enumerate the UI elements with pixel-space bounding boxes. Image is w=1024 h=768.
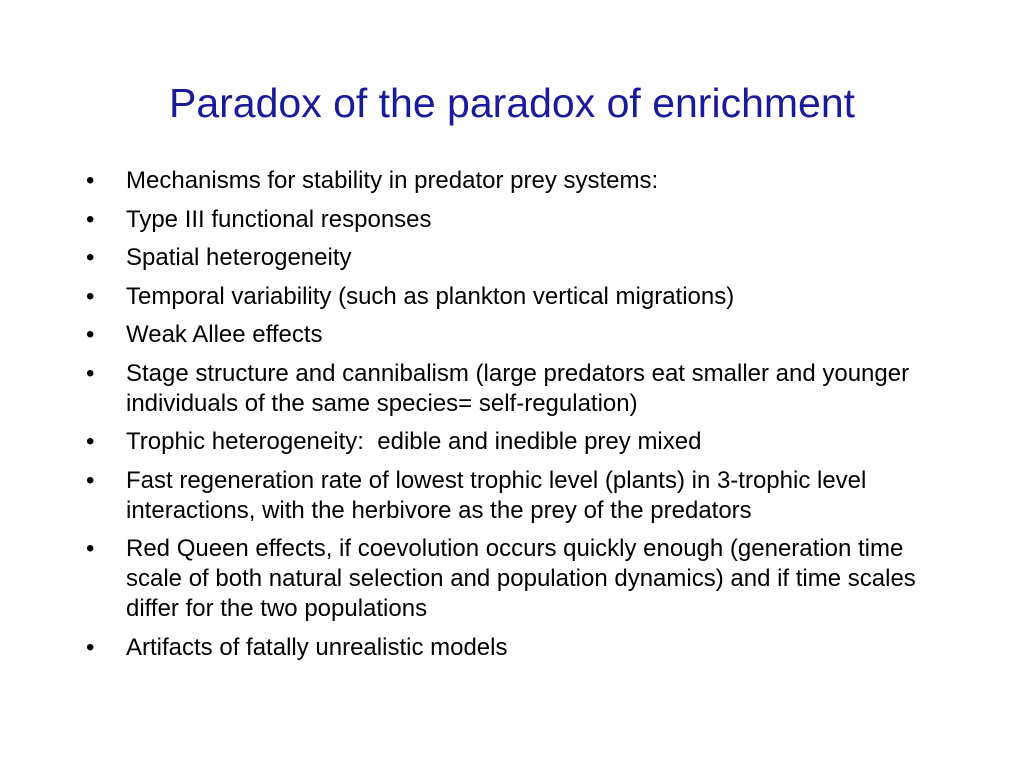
bullet-text: Red Queen effects, if coevolution occurs quickly enough (generation time scale of both natural selection and population dynamics) and if time scales differ for the two populations xyxy=(126,535,923,622)
list-item xyxy=(86,359,966,419)
list-item xyxy=(86,633,966,663)
bullet-icon: • xyxy=(86,535,95,562)
bullet-icon: • xyxy=(86,205,95,233)
bullet-icon: • xyxy=(86,282,95,310)
bullet-icon: • xyxy=(86,244,95,271)
list-item xyxy=(86,534,966,624)
bullet-text: Weak Allee effects xyxy=(126,321,323,348)
bullet-list xyxy=(86,166,966,671)
list-item xyxy=(86,427,966,457)
bullet-text: Artifacts of fatally unrealistic models xyxy=(126,633,508,661)
bullet-icon: • xyxy=(86,466,95,494)
list-item xyxy=(86,320,966,350)
bullet-text: Trophic heterogeneity: edible and inedible prey mixed xyxy=(126,428,702,455)
bullet-icon: • xyxy=(86,321,95,348)
bullet-text: Spatial heterogeneity xyxy=(126,244,352,271)
list-item xyxy=(86,205,966,235)
bullet-text: Stage structure and cannibalism (large predators eat smaller and younger individuals of the same species= self-regulation) xyxy=(126,359,916,417)
bullet-icon: • xyxy=(86,359,95,387)
list-item xyxy=(86,166,966,196)
bullet-icon: • xyxy=(86,428,95,455)
list-item xyxy=(86,282,966,312)
bullet-icon: • xyxy=(86,633,95,661)
bullet-text: Type III functional responses xyxy=(126,205,432,233)
list-item xyxy=(86,243,966,273)
bullet-text: Fast regeneration rate of lowest trophic level (plants) in 3-trophic level interactions, with the herbivore as the prey of the predators xyxy=(126,466,874,524)
bullet-text: Temporal variability (such as plankton vertical migrations) xyxy=(126,282,735,310)
list-item xyxy=(86,466,966,526)
slide-title: Paradox of the paradox of enrichment xyxy=(168,80,856,126)
bullet-icon: • xyxy=(86,167,95,194)
bullet-text: Mechanisms for stability in predator prey systems: xyxy=(126,167,659,194)
